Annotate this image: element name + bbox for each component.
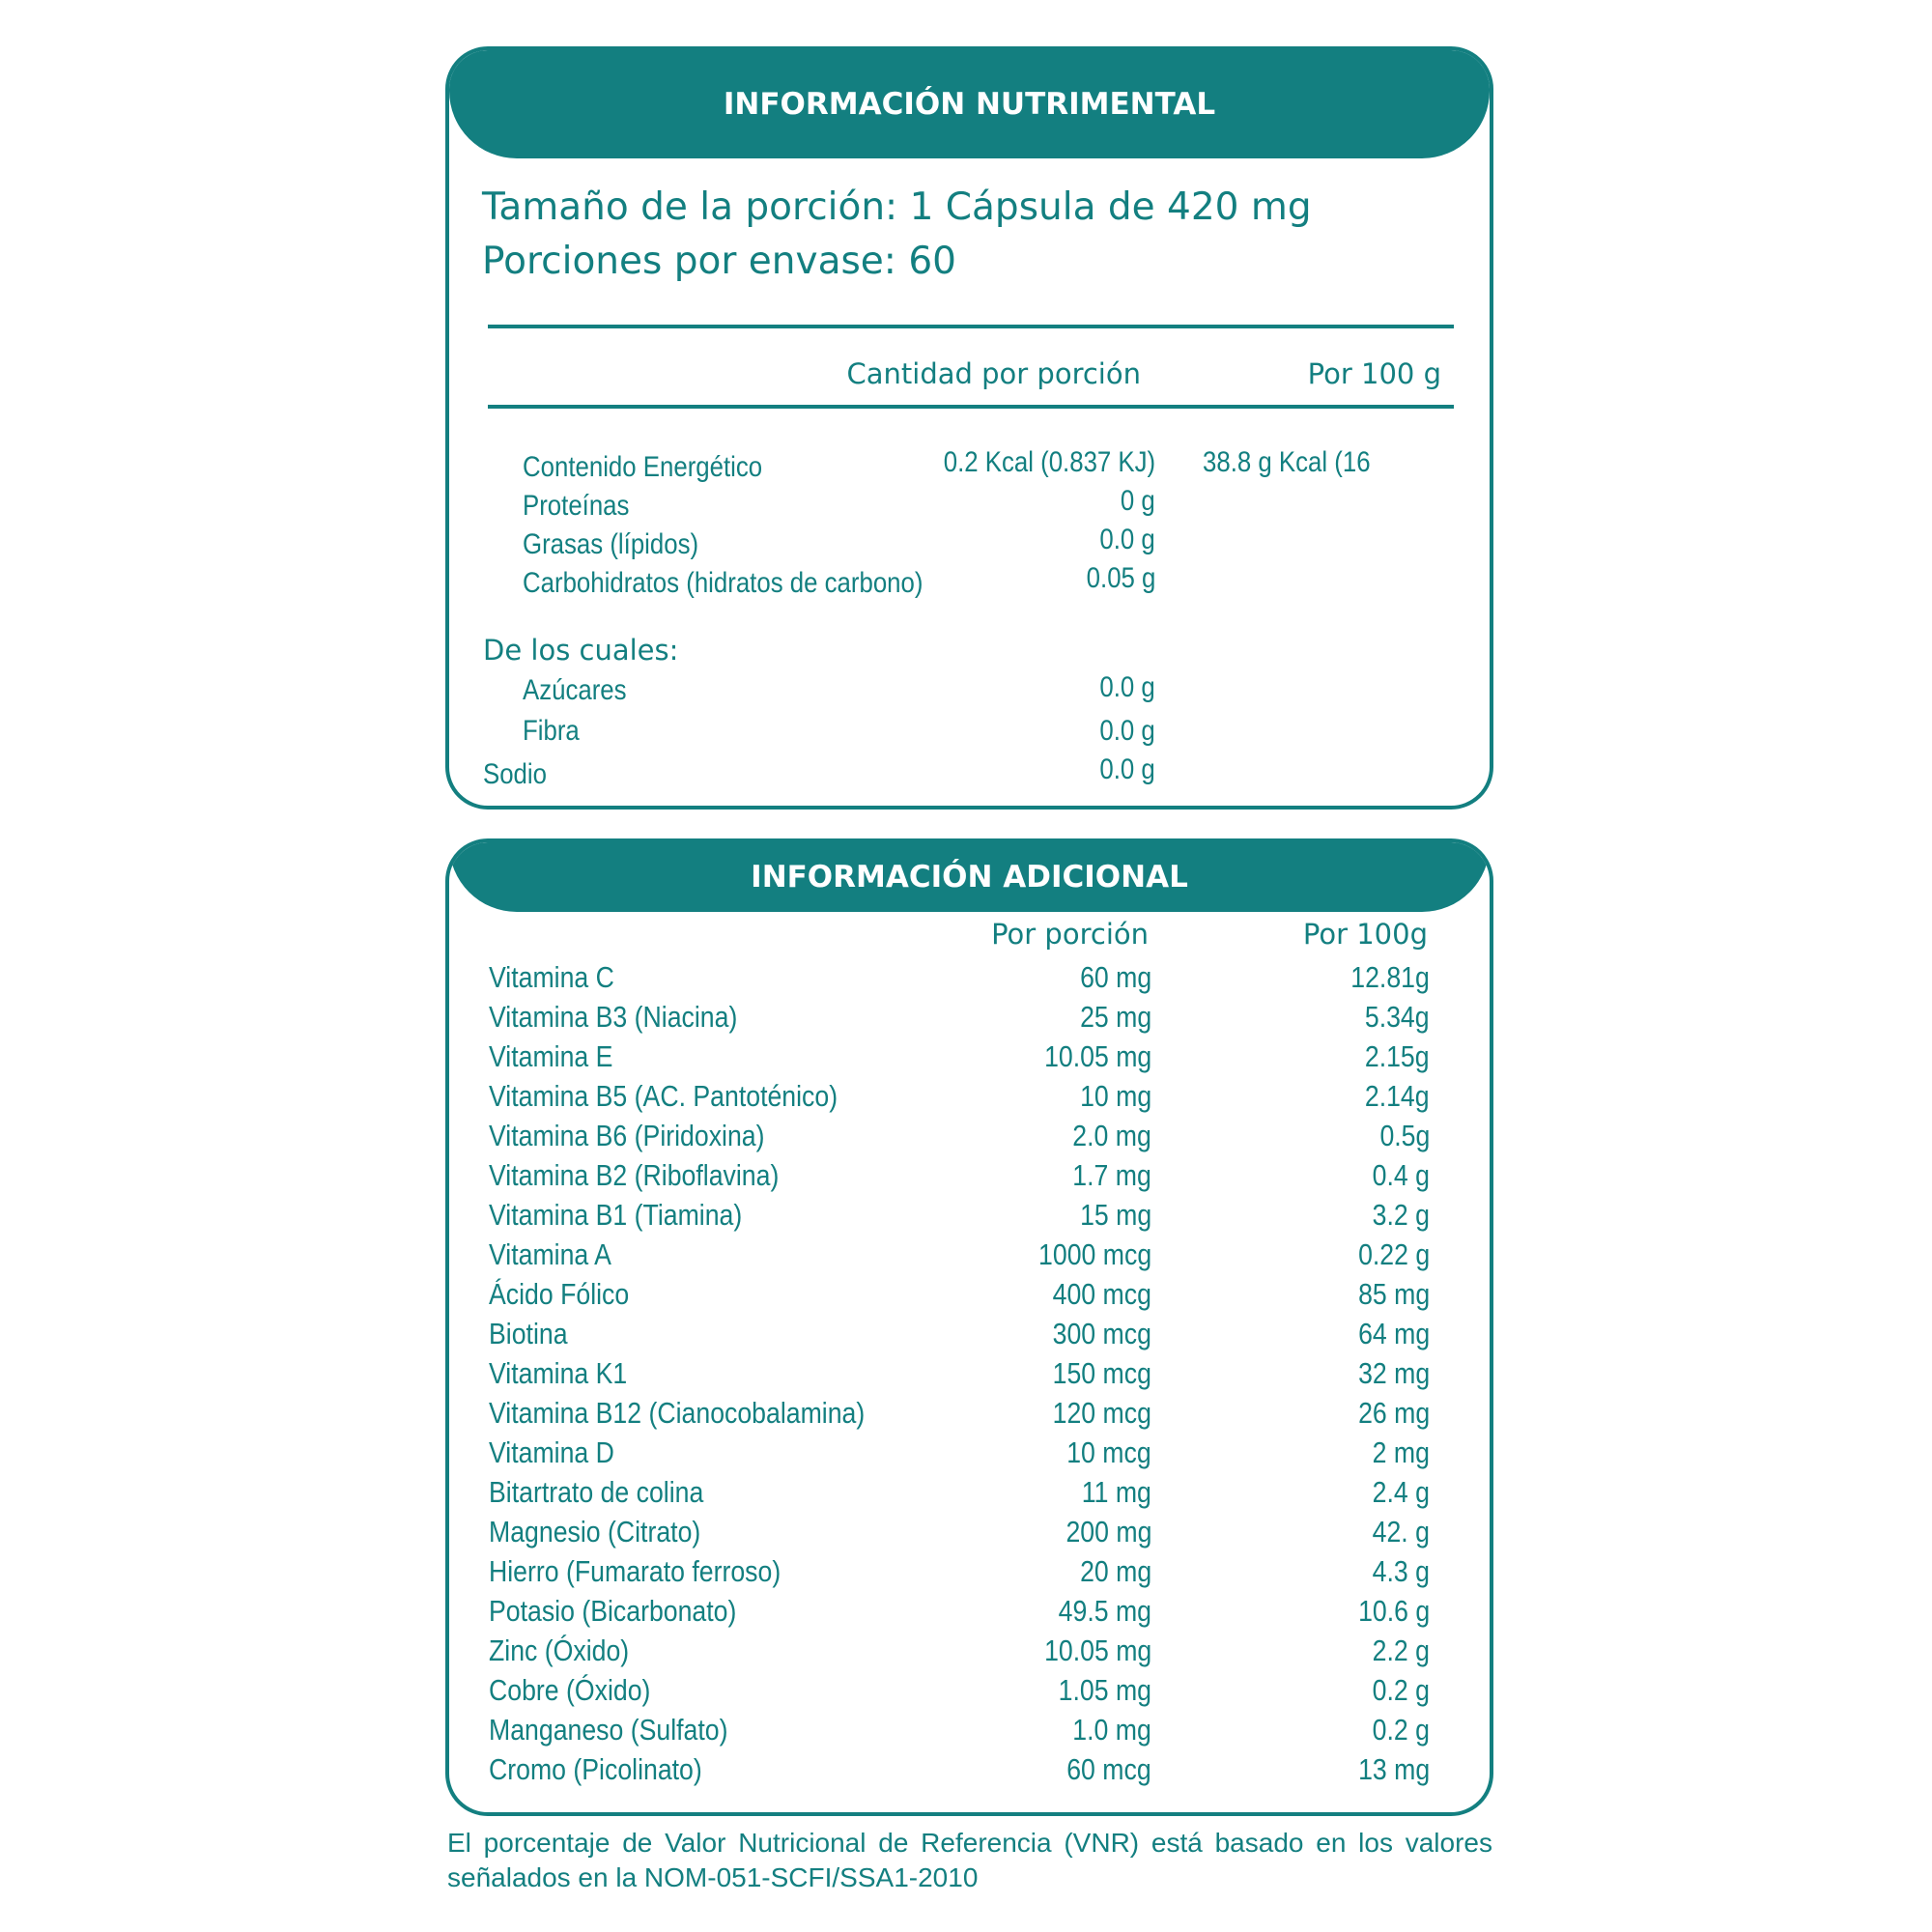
additional-label: Vitamina B12 (Cianocobalamina) <box>489 1396 866 1430</box>
nutrient-per-serving: 0.0 g <box>1099 671 1155 703</box>
additional-label: Vitamina D <box>489 1435 614 1469</box>
additional-per-serving: 2.0 mg <box>1072 1119 1151 1152</box>
additional-per-serving: 60 mg <box>1079 960 1151 994</box>
additional-row <box>449 1713 1490 1751</box>
additional-per-100g: 0.2 g <box>1372 1673 1430 1707</box>
additional-per-100g: 32 mg <box>1357 1356 1430 1390</box>
additional-row <box>449 1673 1490 1712</box>
additional-per-serving: 300 mcg <box>1052 1317 1151 1350</box>
additional-per-serving: 1.05 mg <box>1058 1673 1151 1707</box>
column-header-per-serving: Por porción <box>991 918 1149 951</box>
additional-per-100g: 10.6 g <box>1357 1594 1430 1628</box>
additional-row <box>449 1356 1490 1395</box>
additional-label: Vitamina B3 (Niacina) <box>489 1000 738 1034</box>
additional-per-100g: 2.14g <box>1365 1079 1430 1113</box>
additional-row <box>449 1634 1490 1672</box>
additional-label: Vitamina B5 (AC. Pantoténico) <box>489 1079 838 1113</box>
additional-per-100g: 64 mg <box>1357 1317 1430 1350</box>
additional-row <box>449 1317 1490 1355</box>
column-header-per-serving: Cantidad por porción <box>846 357 1141 390</box>
additional-row <box>449 1396 1490 1435</box>
additional-row <box>449 1237 1490 1276</box>
additional-label: Bitartrato de colina <box>489 1475 704 1509</box>
additional-per-serving: 10 mcg <box>1066 1435 1151 1469</box>
additional-per-100g: 26 mg <box>1357 1396 1430 1430</box>
additional-per-100g: 5.34g <box>1365 1000 1430 1034</box>
nutrient-label: Fibra <box>523 715 580 747</box>
additional-per-serving: 49.5 mg <box>1058 1594 1151 1628</box>
nutritional-info-panel <box>445 46 1493 810</box>
additional-label: Ácido Fólico <box>489 1277 630 1311</box>
nutrient-label: Grasas (lípidos) <box>523 528 699 560</box>
additional-per-100g: 2.15g <box>1365 1039 1430 1073</box>
nutrient-per-100g: 38.8 g Kcal (16 <box>1203 446 1371 478</box>
additional-row <box>449 1277 1490 1316</box>
column-header-per-100g: Por 100g <box>1302 918 1428 951</box>
additional-row <box>449 1515 1490 1553</box>
additional-per-100g: 42. g <box>1372 1515 1430 1548</box>
additional-per-serving: 120 mcg <box>1052 1396 1151 1430</box>
serving-size: Tamaño de la porción: 1 Cápsula de 420 mg <box>482 185 1312 229</box>
additional-row <box>449 960 1490 999</box>
additional-label: Zinc (Óxido) <box>489 1634 630 1667</box>
additional-row <box>449 1475 1490 1514</box>
additional-per-serving: 400 mcg <box>1052 1277 1151 1311</box>
additional-label: Manganeso (Sulfato) <box>489 1713 728 1747</box>
additional-per-serving: 11 mg <box>1081 1475 1151 1509</box>
additional-per-serving: 20 mg <box>1079 1554 1151 1588</box>
additional-row <box>449 1435 1490 1474</box>
additional-row <box>449 1079 1490 1118</box>
nutrient-per-serving: 0.05 g <box>1086 562 1155 594</box>
divider-bottom <box>488 405 1454 409</box>
nutrient-per-serving: 0.0 g <box>1099 715 1155 747</box>
additional-per-serving: 10 mg <box>1079 1079 1151 1113</box>
footnote: El porcentaje de Valor Nutricional de Referencia (VNR) está basado en los valores señalados en la NOM-051-SCFI/SSA1-2010 <box>447 1828 1492 1892</box>
additional-per-100g: 0.4 g <box>1372 1158 1430 1192</box>
additional-per-100g: 0.2 g <box>1372 1713 1430 1747</box>
additional-label: Vitamina E <box>489 1039 613 1073</box>
additional-label: Vitamina K1 <box>489 1356 628 1390</box>
additional-label: Vitamina B6 (Piridoxina) <box>489 1119 765 1152</box>
nutrient-label: Proteínas <box>523 490 630 522</box>
additional-per-100g: 3.2 g <box>1372 1198 1430 1232</box>
additional-per-100g: 85 mg <box>1357 1277 1430 1311</box>
additional-label: Biotina <box>489 1317 568 1350</box>
additional-row <box>449 1198 1490 1236</box>
additional-label: Vitamina B1 (Tiamina) <box>489 1198 743 1232</box>
nutrient-per-serving: 0.0 g <box>1099 753 1155 785</box>
additional-per-100g: 4.3 g <box>1372 1554 1430 1588</box>
nutrient-label: Azúcares <box>523 674 627 706</box>
additional-per-serving: 10.05 mg <box>1043 1634 1151 1667</box>
additional-per-100g: 2 mg <box>1372 1435 1430 1469</box>
nutritional-info-title: INFORMACIÓN NUTRIMENTAL <box>449 50 1490 158</box>
additional-row <box>449 1000 1490 1038</box>
additional-per-100g: 0.22 g <box>1357 1237 1430 1271</box>
additional-label: Cobre (Óxido) <box>489 1673 651 1707</box>
additional-label: Potasio (Bicarbonato) <box>489 1594 737 1628</box>
nutrient-per-serving: 0 g <box>1121 485 1155 517</box>
additional-info-title: INFORMACIÓN ADICIONAL <box>449 842 1490 912</box>
additional-info-panel <box>445 838 1493 1816</box>
additional-row <box>449 1158 1490 1197</box>
additional-label: Vitamina C <box>489 960 614 994</box>
nutrient-label: Sodio <box>483 758 547 790</box>
additional-label: Vitamina A <box>489 1237 611 1271</box>
additional-per-serving: 60 mcg <box>1066 1752 1151 1786</box>
additional-row <box>449 1752 1490 1791</box>
additional-per-100g: 2.2 g <box>1372 1634 1430 1667</box>
additional-per-100g: 0.5g <box>1379 1119 1430 1152</box>
subheading-de-los-cuales: De los cuales: <box>483 634 679 667</box>
additional-row <box>449 1554 1490 1593</box>
additional-label: Hierro (Fumarato ferroso) <box>489 1554 781 1588</box>
additional-row <box>449 1119 1490 1157</box>
additional-row <box>449 1594 1490 1633</box>
nutrient-label: Carbohidratos (hidratos de carbono) <box>523 567 923 599</box>
nutrient-per-serving: 0.2 Kcal (0.837 KJ) <box>943 446 1155 478</box>
nutrient-label: Contenido Energético <box>523 451 763 483</box>
additional-per-serving: 15 mg <box>1079 1198 1151 1232</box>
additional-label: Magnesio (Citrato) <box>489 1515 701 1548</box>
additional-per-serving: 1.7 mg <box>1072 1158 1151 1192</box>
servings-per-container: Porciones por envase: 60 <box>482 240 956 283</box>
additional-per-serving: 1000 mcg <box>1037 1237 1151 1271</box>
additional-label: Cromo (Picolinato) <box>489 1752 702 1786</box>
additional-per-serving: 150 mcg <box>1052 1356 1151 1390</box>
additional-per-serving: 1.0 mg <box>1072 1713 1151 1747</box>
additional-per-100g: 13 mg <box>1357 1752 1430 1786</box>
divider-top <box>488 325 1454 328</box>
additional-per-serving: 200 mg <box>1065 1515 1151 1548</box>
additional-per-serving: 25 mg <box>1079 1000 1151 1034</box>
nutrient-per-serving: 0.0 g <box>1099 524 1155 555</box>
additional-per-serving: 10.05 mg <box>1043 1039 1151 1073</box>
additional-label: Vitamina B2 (Riboflavina) <box>489 1158 780 1192</box>
additional-per-100g: 2.4 g <box>1372 1475 1430 1509</box>
column-header-per-100g: Por 100 g <box>1307 357 1441 390</box>
additional-per-100g: 12.81g <box>1350 960 1430 994</box>
additional-row <box>449 1039 1490 1078</box>
